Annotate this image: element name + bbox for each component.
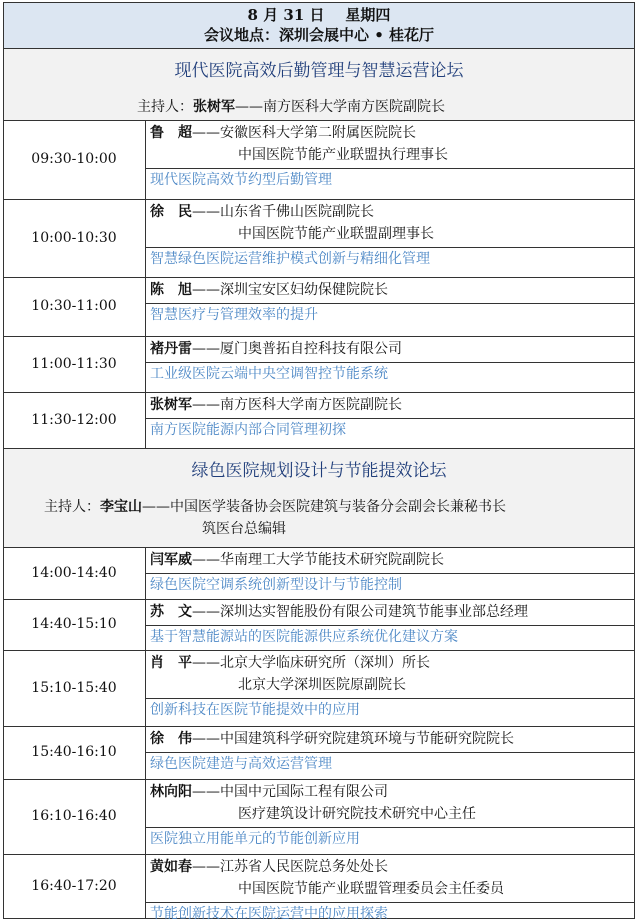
- column-divider: [145, 120, 146, 199]
- speaker-affiliation-cont: 中国医院节能产业联盟副理事长: [238, 226, 434, 242]
- speaker-name: 鲁 超: [150, 125, 192, 141]
- session-time: 15:40-16:10: [31, 744, 117, 760]
- forum-host: [44, 497, 506, 517]
- sub-divider: [145, 168, 634, 169]
- speaker-line: [150, 339, 402, 359]
- session-time: 11:00-11:30: [31, 356, 117, 372]
- speaker-affiliation: ——中国建筑科学研究院建筑环境与节能研究院院长: [192, 731, 514, 747]
- sub-divider: [145, 362, 634, 363]
- speaker-name: 褚丹雷: [150, 341, 192, 357]
- speaker-affiliation: ——中国中元国际工程有限公司: [192, 784, 388, 800]
- session-time: 11:30-12:00: [31, 412, 117, 428]
- session-topic: 基于智慧能源站的医院能源供应系统优化建议方案: [150, 629, 458, 645]
- session-topic: 智慧绿色医院运营维护模式创新与精细化管理: [150, 251, 430, 267]
- speaker-affiliation: ——山东省千佛山医院副院长: [192, 204, 374, 220]
- speaker-line: [150, 550, 444, 570]
- sub-divider: [145, 573, 634, 574]
- host-name: 李宝山: [100, 499, 142, 515]
- speaker-name: 徐 伟: [150, 731, 192, 747]
- sub-divider: [145, 827, 634, 828]
- session-time: 10:30-11:00: [31, 298, 117, 314]
- column-divider: [145, 779, 146, 854]
- speaker-line: [150, 729, 514, 749]
- speaker-affiliation-cont: 医疗建筑设计研究院技术研究中心主任: [238, 806, 476, 822]
- column-divider: [145, 854, 146, 919]
- speaker-line: [150, 602, 528, 622]
- venue-line: [4, 25, 634, 45]
- speaker-affiliation: ——安徽医科大学第二附属医院院长: [192, 125, 416, 141]
- speaker-affiliation: ——江苏省人民医院总务处处长: [192, 859, 388, 875]
- speaker-name: 陈 旭: [150, 282, 192, 298]
- speaker-name: 闫军威: [150, 552, 192, 568]
- speaker-affiliation-cont: 中国医院节能产业联盟管理委员会主任委员: [238, 881, 504, 897]
- speaker-affiliation: ——深圳宝安区妇幼保健院院长: [192, 282, 388, 298]
- session-time: 16:10-16:40: [31, 808, 117, 824]
- speaker-affiliation: ——厦门奥普拓自控科技有限公司: [192, 341, 402, 357]
- session-topic: 南方医院能源内部合同管理初探: [150, 422, 346, 438]
- host-label: 主持人：: [44, 499, 100, 515]
- session-time: 10:00-10:30: [31, 230, 117, 246]
- session-topic: 医院独立用能单元的节能创新应用: [150, 831, 360, 847]
- speaker-line: [150, 395, 402, 415]
- session-time: 15:10-15:40: [31, 680, 117, 696]
- session-time: 14:40-15:10: [31, 616, 117, 632]
- weekday-text: 星期四: [345, 6, 391, 24]
- speaker-line: [150, 123, 416, 143]
- sub-divider: [145, 418, 634, 419]
- sub-divider: [145, 752, 634, 753]
- sub-divider: [145, 247, 634, 248]
- venue-label: 会议地点：: [203, 26, 279, 44]
- speaker-affiliation: ——北京大学临床研究所（深圳）所长: [192, 655, 430, 671]
- column-divider: [145, 199, 146, 277]
- speaker-name: 徐 民: [150, 204, 192, 220]
- speaker-line: [150, 782, 388, 802]
- date-line: [4, 5, 634, 25]
- speaker-name: 林向阳: [150, 784, 192, 800]
- sub-divider: [145, 303, 634, 304]
- session-topic: 绿色医院空调系统创新型设计与节能控制: [150, 577, 402, 593]
- column-divider: [145, 392, 146, 449]
- speaker-name: 肖 平: [150, 655, 192, 671]
- sub-divider: [145, 625, 634, 626]
- speaker-name: 张树军: [150, 397, 192, 413]
- session-topic: 工业级医院云端中央空调智控节能系统: [150, 366, 388, 382]
- speaker-affiliation: ——华南理工大学节能技术研究院副院长: [192, 552, 444, 568]
- column-divider: [145, 650, 146, 726]
- session-topic: 智慧医疗与管理效率的提升: [150, 307, 318, 323]
- host-title: ——南方医科大学南方医院副院长: [235, 99, 445, 115]
- forum-title: 现代医院高效后勤管理与智慧运营论坛: [174, 61, 464, 81]
- host-title: ——中国医学装备协会医院建筑与装备分会副会长兼秘书长: [142, 499, 506, 515]
- divider: [4, 448, 634, 449]
- venue-text: 深圳会展中心 • 桂花厅: [278, 26, 435, 44]
- speaker-line: [150, 653, 430, 673]
- forum-host: [137, 97, 445, 117]
- session-topic: 创新科技在医院节能提效中的应用: [150, 702, 360, 718]
- forum-title: 绿色医院规划设计与节能提效论坛: [191, 461, 447, 481]
- speaker-affiliation-cont: 中国医院节能产业联盟执行理事长: [238, 147, 448, 163]
- session-time: 09:30-10:00: [31, 151, 117, 167]
- speaker-line: [150, 202, 374, 222]
- speaker-affiliation: ——南方医科大学南方医院副院长: [192, 397, 402, 413]
- host-name: 张树军: [193, 99, 235, 115]
- sub-divider: [145, 698, 634, 699]
- speaker-line: [150, 857, 388, 877]
- column-divider: [145, 277, 146, 336]
- speaker-line: [150, 280, 388, 300]
- date-text: 8 月 31 日: [247, 6, 325, 24]
- speaker-affiliation-cont: 北京大学深圳医院原副院长: [238, 677, 406, 693]
- speaker-name: 苏 文: [150, 604, 192, 620]
- host-label: 主持人：: [137, 99, 193, 115]
- speaker-affiliation: ——深圳达实智能股份有限公司建筑节能事业部总经理: [192, 604, 528, 620]
- agenda-sheet: [3, 2, 635, 922]
- session-time: 14:00-14:40: [31, 565, 117, 581]
- column-divider: [145, 336, 146, 392]
- speaker-name: 黄如春: [150, 859, 192, 875]
- host-title-cont: 筑医台总编辑: [202, 521, 286, 537]
- session-time: 16:40-17:20: [31, 878, 117, 894]
- session-topic: 节能创新技术在医院运营中的应用探索: [150, 906, 388, 922]
- session-topic: 现代医院高效节约型后勤管理: [150, 172, 332, 188]
- session-topic: 绿色医院建造与高效运营管理: [150, 756, 332, 772]
- sub-divider: [145, 902, 634, 903]
